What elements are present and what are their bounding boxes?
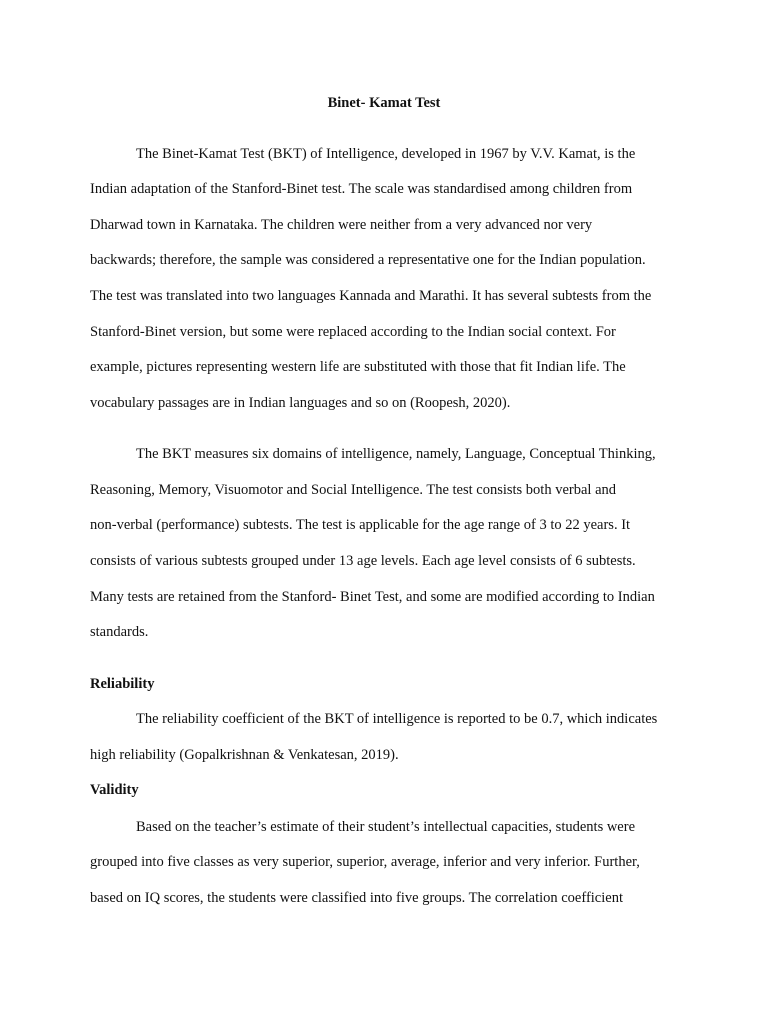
reliability-line: high reliability (Gopalkrishnan & Venkatesan, 2019). xyxy=(90,747,399,763)
paragraph-1-line: The test was translated into two languages Kannada and Marathi. It has several subtests from the xyxy=(90,288,652,304)
paragraph-2-line: standards. xyxy=(90,624,149,640)
paragraph-1-line: backwards; therefore, the sample was considered a representative one for the Indian population. xyxy=(90,252,646,268)
paragraph-1-line: Dharwad town in Karnataka. The children were neither from a very advanced nor very xyxy=(90,217,593,233)
validity-line: grouped into five classes as very superior, superior, average, inferior and very inferior. Further, xyxy=(90,854,640,870)
paragraph-1-line: example, pictures representing western life are substituted with those that fit Indian life. The xyxy=(90,359,626,375)
paragraph-1-line: The Binet-Kamat Test (BKT) of Intelligence, developed in 1967 by V.V. Kamat, is the xyxy=(136,146,636,162)
reliability-line: The reliability coefficient of the BKT of intelligence is reported to be 0.7, which indicates xyxy=(136,711,658,727)
validity-heading: Validity xyxy=(90,782,139,798)
validity-line: based on IQ scores, the students were classified into five groups. The correlation coefficient xyxy=(90,890,623,906)
paragraph-1-line: Stanford-Binet version, but some were replaced according to the Indian social context. For xyxy=(90,324,616,340)
paragraph-2-line: Reasoning, Memory, Visuomotor and Social Intelligence. The test consists both verbal and xyxy=(90,482,617,498)
paragraph-1-line: Indian adaptation of the Stanford-Binet test. The scale was standardised among children from xyxy=(90,181,633,197)
paragraph-2-line: Many tests are retained from the Stanford- Binet Test, and some are modified according to Indian xyxy=(90,589,655,605)
paragraph-2-line: The BKT measures six domains of intelligence, namely, Language, Conceptual Thinking, xyxy=(136,446,656,462)
paragraph-2-line: non-verbal (performance) subtests. The test is applicable for the age range of 3 to 22 years. It xyxy=(90,517,631,533)
paragraph-2-line: consists of various subtests grouped under 13 age levels. Each age level consists of 6 subtests. xyxy=(90,553,636,569)
validity-line: Based on the teacher’s estimate of their student’s intellectual capacities, students were xyxy=(136,819,636,835)
paragraph-1-line: vocabulary passages are in Indian languages and so on (Roopesh, 2020). xyxy=(90,395,511,411)
reliability-heading: Reliability xyxy=(90,676,155,692)
document-title: Binet- Kamat Test xyxy=(327,95,441,111)
